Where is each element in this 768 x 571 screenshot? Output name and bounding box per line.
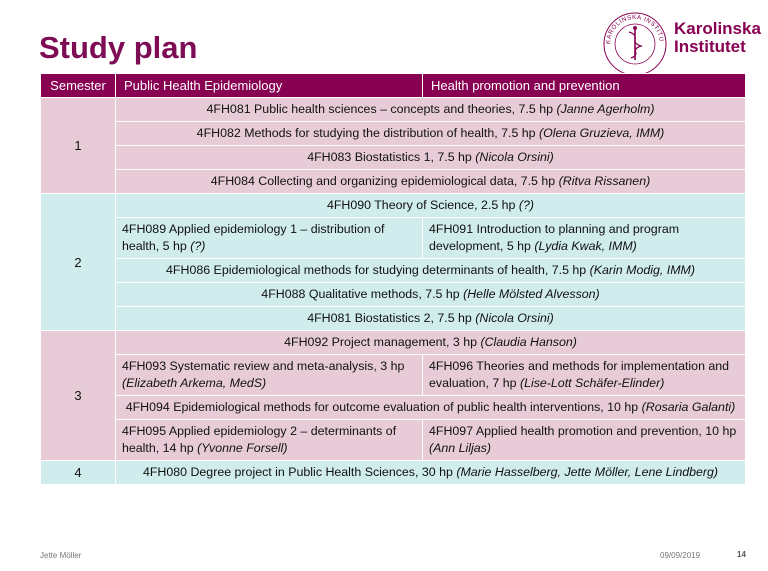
course-cell: 4FH084 Collecting and organizing epidemiological data, 7.5 hp (Ritva Rissanen) (116, 170, 746, 194)
page-title: Study plan (39, 30, 198, 65)
table-row (41, 218, 746, 259)
header-public-health-epidemiology: Public Health Epidemiology (116, 74, 423, 98)
course-cell: 4FH082 Methods for studying the distribution of health, 7.5 hp (Olena Gruzieva, IMM) (116, 122, 746, 146)
footer-date: 09/09/2019 (660, 551, 701, 560)
teacher-name: (Yvonne Forsell) (197, 441, 288, 455)
course-cell-left: 4FH095 Applied epidemiology 2 – determinants of health, 14 hp (Yvonne Forsell) (116, 420, 423, 461)
teacher-name: (Janne Agerholm) (556, 102, 655, 116)
course-cell-right: 4FH091 Introduction to planning and program development, 5 hp (Lydia Kwak, IMM) (423, 218, 746, 259)
teacher-name: (Lydia Kwak, IMM) (534, 239, 637, 253)
table-row (41, 98, 746, 122)
course-cell-left: 4FH093 Systematic review and meta-analysis, 3 hp (Elizabeth Arkema, MedS) (116, 355, 423, 396)
teacher-name: (?) (190, 239, 206, 253)
table-row (41, 194, 746, 218)
course-cell-right: 4FH097 Applied health promotion and prevention, 10 hp (Ann Liljas) (423, 420, 746, 461)
teacher-name: (Ritva Rissanen) (558, 174, 651, 188)
course-cell: 4FH088 Qualitative methods, 7.5 hp (Helle Mölsted Alvesson) (116, 283, 746, 307)
header-semester: Semester (41, 74, 116, 98)
course-cell-right: 4FH096 Theories and methods for implementation and evaluation, 7 hp (Lise-Lott Schäfer-Elinder) (423, 355, 746, 396)
table-row (41, 146, 746, 170)
teacher-name: (Claudia Hanson) (480, 335, 577, 349)
course-cell: 4FH090 Theory of Science, 2.5 hp (?) (116, 194, 746, 218)
table-row (41, 461, 746, 485)
table-row (41, 396, 746, 420)
semester-cell: 2 (41, 194, 116, 331)
teacher-name: (Karin Modig, IMM) (589, 263, 695, 277)
teacher-name: (Helle Mölsted Alvesson) (463, 287, 600, 301)
ki-seal-icon (598, 8, 672, 78)
table-row (41, 355, 746, 396)
karolinska-logo (598, 8, 761, 78)
course-cell: 4FH081 Biostatistics 2, 7.5 hp (Nicola Orsini) (116, 307, 746, 331)
table-row (41, 420, 746, 461)
teacher-name: (Ann Liljas) (429, 441, 491, 455)
course-cell: 4FH080 Degree project in Public Health Sciences, 30 hp (Marie Hasselberg, Jette Möller, Lene Lindberg) (116, 461, 746, 485)
course-cell: 4FH081 Public health sciences – concepts and theories, 7.5 hp (Janne Agerholm) (116, 98, 746, 122)
header-health-promotion: Health promotion and prevention (423, 74, 746, 98)
seal-lettering: KAROLINSKA INSTITU (604, 13, 665, 45)
table-row (41, 170, 746, 194)
teacher-name: (Nicola Orsini) (475, 150, 554, 164)
teacher-name: (Lise-Lott Schäfer-Elinder) (519, 376, 665, 390)
teacher-name: (Nicola Orsini) (475, 311, 554, 325)
semester-cell: 3 (41, 331, 116, 461)
logo-wordmark (674, 20, 761, 56)
teacher-name: (?) (518, 198, 535, 212)
teacher-name: (Rosaria Galanti) (641, 400, 736, 414)
teacher-name: (Marie Hasselberg, Jette Möller, Lene Lindberg) (456, 465, 719, 479)
course-cell: 4FH092 Project management, 3 hp (Claudia Hanson) (116, 331, 746, 355)
table-row (41, 259, 746, 283)
table-row (41, 307, 746, 331)
table-row (41, 331, 746, 355)
teacher-name: (Elizabeth Arkema, MedS) (122, 376, 267, 390)
footer-page-number: 14 (737, 550, 746, 559)
footer-author: Jette Möller (40, 551, 82, 560)
teacher-name: (Olena Gruzieva, IMM) (539, 126, 665, 140)
semester-cell: 4 (41, 461, 116, 485)
course-cell: 4FH083 Biostatistics 1, 7.5 hp (Nicola Orsini) (116, 146, 746, 170)
course-cell: 4FH086 Epidemiological methods for studying determinants of health, 7.5 hp (Karin Modig, IMM) (116, 259, 746, 283)
logo-line-2: Institutet (674, 37, 746, 56)
course-cell: 4FH094 Epidemiological methods for outcome evaluation of public health interventions, 10 hp (Rosaria Galanti) (116, 396, 746, 420)
table-header-row (41, 74, 746, 98)
course-cell-left: 4FH089 Applied epidemiology 1 – distribution of health, 5 hp (?) (116, 218, 423, 259)
table-row (41, 283, 746, 307)
table-row (41, 122, 746, 146)
logo-line-1: Karolinska (674, 19, 761, 38)
study-plan-table (40, 73, 746, 485)
semester-cell: 1 (41, 98, 116, 194)
